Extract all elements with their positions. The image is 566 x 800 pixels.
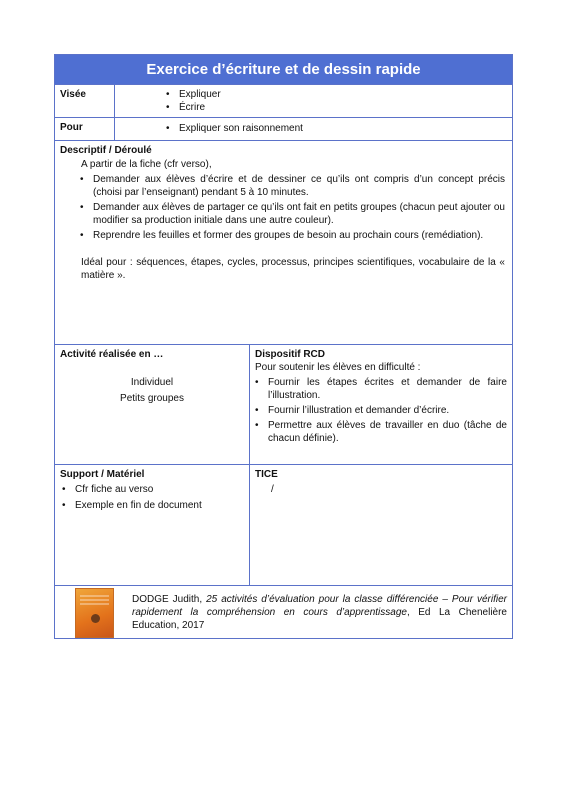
activite-mode: Petits groupes bbox=[120, 393, 184, 404]
activite-label: Activité réalisée en … bbox=[60, 349, 164, 360]
support-item: • Exemple en fin de document bbox=[75, 499, 244, 512]
sheet-title: Exercice d’écriture et de dessin rapide bbox=[55, 55, 513, 85]
reference-section bbox=[55, 586, 513, 639]
descriptif-step: • Reprendre les feuilles et former des groupes de besoin au prochain cours (remédiation). bbox=[93, 229, 505, 242]
support-item: • Cfr fiche au verso bbox=[75, 483, 244, 496]
activite-section bbox=[55, 345, 250, 465]
tice-value: / bbox=[271, 484, 274, 495]
descriptif-intro: A partir de la fiche (cfr verso), bbox=[81, 159, 212, 170]
book-reference bbox=[132, 593, 507, 632]
activite-mode: Individuel bbox=[130, 377, 174, 388]
visee-item: • Expliquer bbox=[179, 88, 512, 101]
descriptif-ideal: Idéal pour : séquences, étapes, cycles, processus, principes scientifiques, vocabulaire de la « matière ». bbox=[81, 257, 505, 281]
dispositif-section bbox=[250, 345, 513, 465]
support-section bbox=[55, 465, 250, 586]
activity-table bbox=[54, 54, 513, 639]
tice-section bbox=[250, 465, 513, 586]
visee-item: • Écrire bbox=[179, 101, 512, 114]
descriptif-section bbox=[55, 141, 513, 345]
dispositif-item: • Fournir les étapes écrites et demander de faire l’illustration. bbox=[268, 376, 507, 402]
reference-author: DODGE Judith, bbox=[132, 594, 207, 605]
pour-label: Pour bbox=[55, 118, 115, 141]
pour-content bbox=[115, 118, 513, 141]
activity-sheet bbox=[54, 54, 512, 639]
visee-label: Visée bbox=[55, 85, 115, 118]
descriptif-step: • Demander aux élèves d’écrire et de dessiner ce qu’ils ont compris d’un concept précis (choisi par l’enseignant) pendant 5 à 10 minutes. bbox=[93, 173, 505, 199]
tice-label: TICE bbox=[255, 469, 278, 480]
book-cover-icon bbox=[75, 588, 114, 638]
dispositif-label: Dispositif RCD bbox=[255, 349, 325, 360]
dispositif-item: • Permettre aux élèves de travailler en duo (tâche de chacun définie). bbox=[268, 419, 507, 445]
visee-content bbox=[115, 85, 513, 118]
pour-item: • Expliquer son raisonnement bbox=[179, 122, 512, 135]
support-label: Support / Matériel bbox=[60, 469, 145, 480]
dispositif-intro: Pour soutenir les élèves en difficulté : bbox=[255, 362, 421, 373]
descriptif-step: • Demander aux élèves de partager ce qu’ils ont fait en petits groupes (chacun peut ajouter ou modifier sa production initiale dans une autre couleur). bbox=[93, 201, 505, 227]
descriptif-label: Descriptif / Déroulé bbox=[60, 145, 152, 156]
dispositif-item: • Fournir l’illustration et demander d’écrire. bbox=[268, 404, 507, 417]
reference-title: 25 activités d’évaluation pour la classe différenciée – Pour vérifier rapidement la compréhension en cours d’apprentissage bbox=[132, 594, 508, 618]
reference-publisher: , Ed La Chenelière Education, 2017 bbox=[132, 607, 507, 631]
